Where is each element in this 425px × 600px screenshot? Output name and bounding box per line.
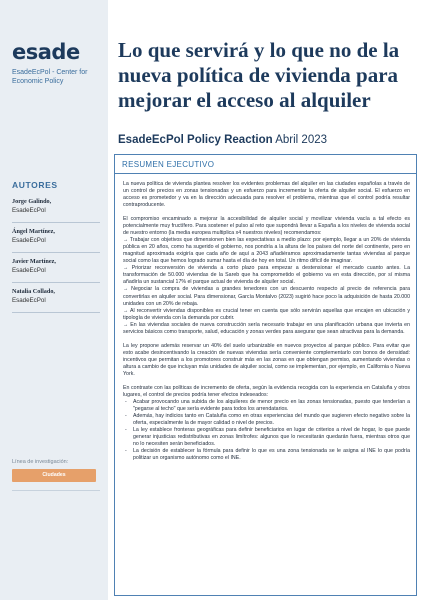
document-title: Lo que servirá y lo que no de la nueva política de vivienda para mejorar el acceso al alquiler [118, 38, 400, 112]
author-name: Ángel Martínez, [12, 228, 55, 235]
author-divider [12, 252, 100, 253]
esade-logo: esade [12, 40, 80, 64]
author-entry [12, 287, 104, 305]
research-line-badge[interactable]: Ciudades [12, 469, 96, 482]
author-affiliation: EsadeEcPol [12, 207, 46, 214]
recommendation-item: → Negociar la compra de viviendas a grandes tenedores con un descuento respecto al precio de referencia para convertirlas en alquiler social. Para dimensionar, García Montalvo (2023) sugirió hace poco la adquisición de hasta 20.000 unidades con un 20% de rebaja. [123, 286, 410, 307]
recommendation-item: → En las viviendas sociales de nueva construcción sería necesario trabajar en una planificación urbana que invierta en servicios básicos como transporte, salud, educación y zonas verdes para asegurar que sean atractivas para la demanda. [123, 321, 410, 335]
publication-date: Abril 2023 [275, 134, 328, 146]
recommendation-item: → Al reconvertir viviendas disponibles es crucial tener en cuenta que sólo servirán aquellas que encajen en ubicación y tipología de vivienda con la demanda por cubrir. [123, 307, 410, 321]
author-affiliation: EsadeEcPol [12, 297, 46, 304]
author-divider [12, 282, 100, 283]
sidebar [0, 0, 108, 600]
author-name: Jorge Galindo, [12, 198, 52, 205]
author-affiliation: EsadeEcPol [12, 237, 46, 244]
author-entry [12, 227, 104, 245]
list-item: - La ley establece fronteras geográficas para definir beneficiarios en lugar de criterios a nivel de hogar, lo que puede generar injusticias redistributivas en zonas limítrofes: algunos que lo necesitarán quedarán fuera, mientras otros que no lo necesiten serán beneficiados. [123, 427, 410, 448]
executive-summary-box [114, 154, 417, 596]
author-divider [12, 312, 100, 313]
list-item: - Acabar provocando una subida de los alquileres de menor precio en las zonas tensionadas, puesto que tenderían a "pegarse al techo" que sería evidente para todos los arrendatarios. [123, 399, 410, 413]
summary-heading-rule [115, 173, 416, 174]
summary-paragraph: El compromiso encaminado a mejorar la accesibilidad de alquiler social y movilizar vivienda vacía a tal efecto es potencialmente muy fructífero. Para sostener el pulso al reto que supondrá llevar a España a los niveles de vivienda social de nuestro entorno (la media europea multiplica x4 nuestros niveles) recomendamos: [123, 215, 410, 237]
summary-paragraph: En contraste con las políticas de incremento de oferta, según la evidencia recogida con la experiencia en Cataluña y otros lugares, el control de precios podría tener efectos indeseados: [123, 384, 410, 398]
list-item: - Además, hay indicios tanto en Cataluña como en otras experiencias del mundo que sugieren efecto negativo sobre la oferta, especialmente la de mayor calidad o nivel de precios. [123, 413, 410, 427]
series-name: EsadeEcPol Policy Reaction [118, 134, 273, 146]
author-entry [12, 257, 104, 275]
authors-heading: AUTORES [12, 180, 58, 190]
author-name: Natalia Collado, [12, 288, 55, 295]
author-entry [12, 197, 104, 215]
summary-paragraph: La ley propone además reservar un 40% del suelo urbanizable en nuevos proyectos al parque público. Para evitar que esto acabe desincentivando la creación de nuevas viviendas sería conveniente complementarlo con bonos de densidad: incentivos que permitan a los promotores construir más en las zonas en que obtengan permiso, aumentando viviendas o altura a cambio de que incluyan más unidades de alquiler social, como se implementan, por ejemplo, en California o Nueva York. [123, 342, 410, 377]
recommendation-item: → Trabajar con objetivos que dimensionen bien las expectativas a medio plazo: por ejemplo, llegar a un 20% de vivienda pública en 20 años, como ha sugerido el gobierno, nos pondría a la altura de los países del norte del continente, pero en magnitud aproximada exigiría que cada año de aquí a 2043 añadiéramos aproximadamente tantas viviendas al parque social como las que hemos logrado sumar hasta el día de hoy en total. Un ritmo difícil de imaginar. [123, 237, 410, 265]
effects-list [123, 399, 410, 462]
summary-heading: RESUMEN EJECUTIVO [122, 160, 215, 169]
author-divider [12, 222, 100, 223]
recommendation-item: → Priorizar reconversión de vivienda a corto plazo para empezar a destensionar el mercado cuanto antes. La transformación de 50.000 viviendas de la Sareb que ha comprometido el gobierno va en esta dirección, por sí misma añadiría un sustancial 17% el parque actual de vivienda de alquiler social. [123, 265, 410, 286]
sidebar-divider [12, 490, 100, 491]
brand-subtitle: EsadeEcPol - Center for Economic Policy [12, 69, 88, 85]
document-subtitle [118, 134, 418, 146]
author-affiliation: EsadeEcPol [12, 267, 46, 274]
summary-content [123, 181, 410, 462]
summary-paragraph: La nueva política de vivienda plantea resolver los evidentes problemas del alquiler en las ciudades españolas a través de un control de precios en zonas tensionadas y un esfuerzo para incrementar la oferta de alquiler social. El esfuerzo en acceso es prometedor y va en la dirección adecuada para resolver el problema, mientras que el control podría resultar contraproducente. [123, 181, 410, 209]
list-item: - La decisión de establecer la fórmula para definir lo que es una zona tensionada se le asigna al INE lo que podría politizar un organismo autónomo como el INE. [123, 448, 410, 462]
research-line-label: Línea de investigación: [12, 459, 69, 465]
author-name: Javier Martínez, [12, 258, 56, 265]
